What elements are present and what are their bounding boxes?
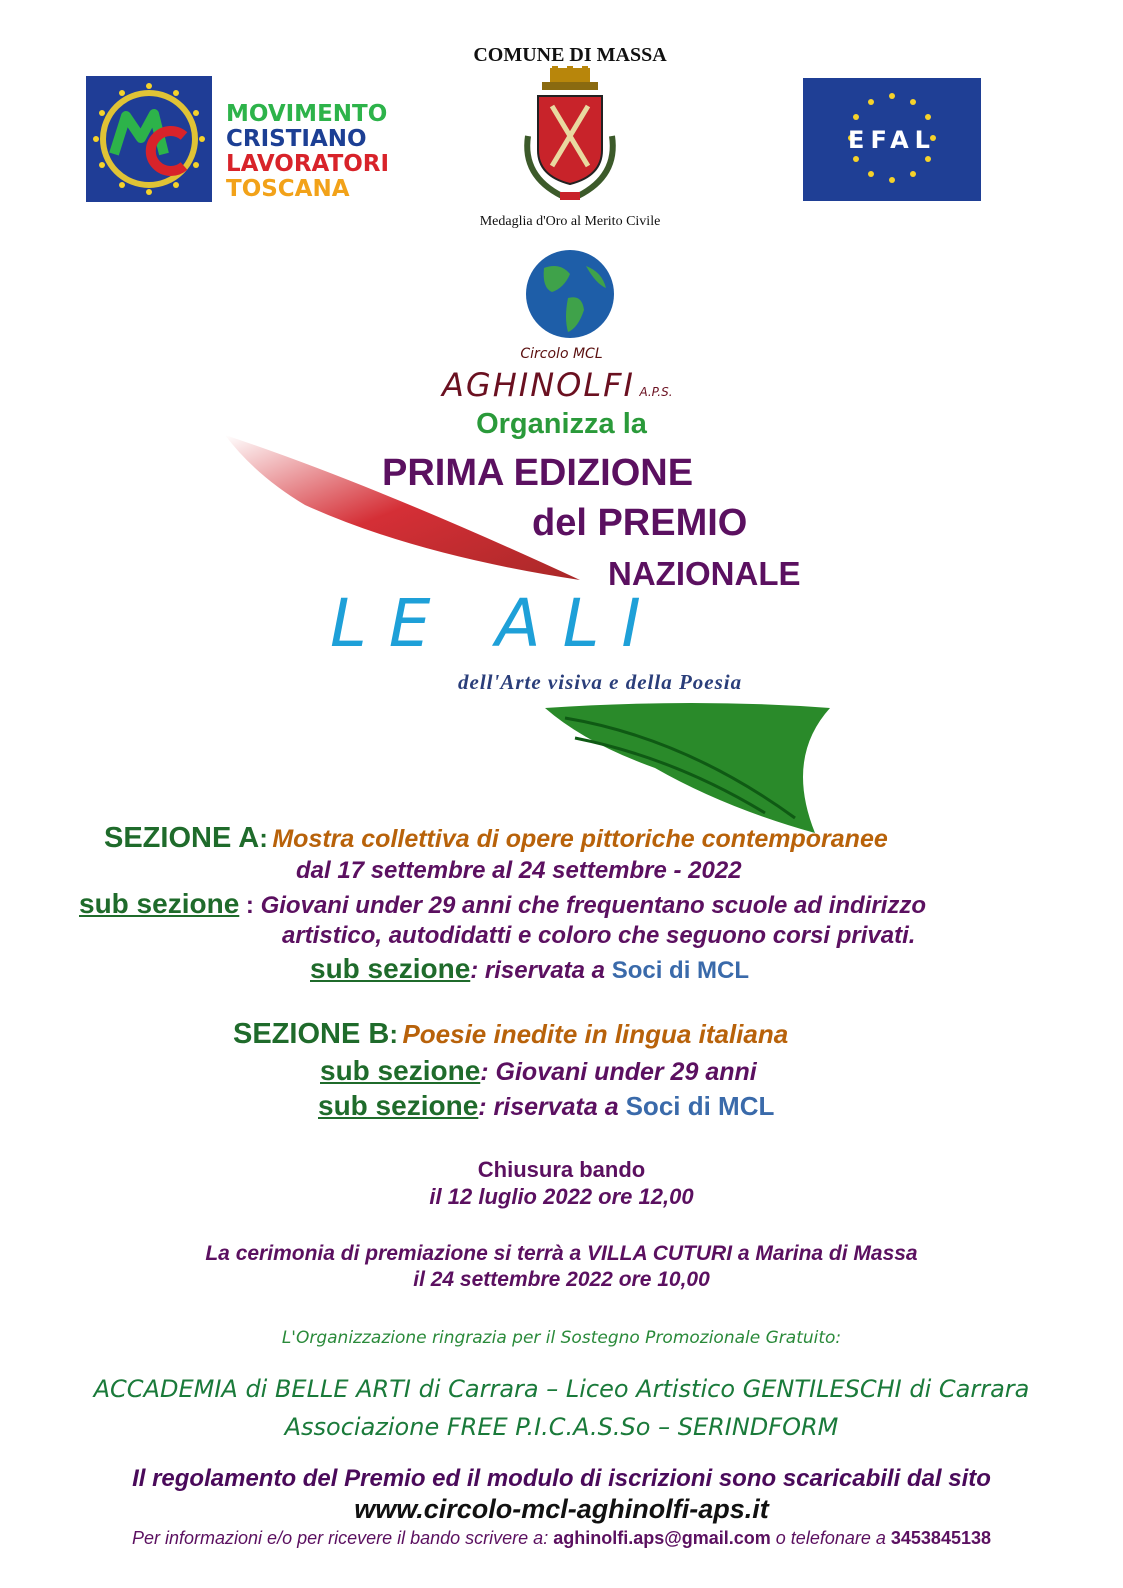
sezione-a-sub1-label: sub sezione	[79, 888, 240, 919]
sezione-a-sub1	[79, 888, 926, 920]
efal-logo	[803, 78, 981, 201]
comune-subtitle: Medaglia d'Oro al Merito Civile	[479, 214, 661, 229]
globe-icon	[524, 248, 616, 340]
sezione-a-dates: dal 17 settembre al 24 settembre - 2022	[296, 857, 742, 884]
sezione-b-heading	[233, 1018, 788, 1051]
circolo-name-wrap	[442, 366, 673, 404]
chiusura-date: il 12 luglio 2022 ore 12,00	[429, 1184, 694, 1209]
mcl-line2: CRISTIANO	[226, 126, 367, 152]
sezione-b-label: SEZIONE B	[233, 1018, 390, 1050]
mcl-emblem	[86, 76, 212, 202]
ringraziamenti-line1: ACCADEMIA di BELLE ARTI di Carrara – Liceo Artistico GENTILESCHI di Carrara	[93, 1375, 1030, 1403]
sezione-a-description: Mostra collettiva di opere pittoriche contemporanee	[272, 825, 888, 853]
sezione-b-sub2-label: sub sezione	[318, 1090, 479, 1121]
sezione-a-sub1-text-line1: Giovani under 29 anni che frequentano scuole ad indirizzo	[260, 892, 927, 919]
regolamento-text: Il regolamento del Premio ed il modulo di iscrizioni sono scaricabili dal sito	[132, 1465, 991, 1492]
sezione-a-sub2-text: : riservata a	[470, 957, 612, 984]
red-wing-decoration	[215, 425, 585, 585]
prize-subtitle: dell'Arte visiva e della Poesia	[458, 670, 743, 694]
title-line1: PRIMA EDIZIONE	[382, 452, 694, 494]
circolo-label: Circolo MCL	[520, 346, 603, 362]
sezione-b-description: Poesie inedite in lingua italiana	[402, 1019, 789, 1049]
sezione-b-sub1-label: sub sezione	[320, 1055, 481, 1086]
circolo-name: AGHINOLFI	[442, 366, 635, 404]
info-middle: o telefonare a	[770, 1528, 891, 1548]
sezione-a-sub1-sep: :	[239, 892, 261, 919]
title-line2: del PREMIO	[532, 502, 748, 544]
ringraziamenti-intro: L'Organizzazione ringrazia per il Sostegno Promozionale Gratuito:	[281, 1328, 842, 1348]
sezione-a-sub2-label: sub sezione	[310, 953, 471, 984]
info-email[interactable]: aghinolfi.aps@gmail.com	[553, 1528, 771, 1548]
comune-title: COMUNE DI MASSA	[473, 44, 667, 66]
chiusura-label: Chiusura bando	[477, 1157, 646, 1182]
green-wing-decoration	[535, 698, 835, 838]
info-line	[0, 1528, 1123, 1549]
sezione-b-sub2-highlight: Soci di MCL	[625, 1091, 775, 1121]
mcl-logo	[86, 76, 416, 204]
sezione-a-sub2	[310, 953, 749, 985]
sezione-a-colon: :	[259, 823, 268, 853]
sezione-a-sub1-text-line2: artistico, autodidatti e coloro che seguono corsi privati.	[282, 922, 916, 949]
sezione-b-sub1	[320, 1055, 757, 1087]
mcl-line3: LAVORATORI	[226, 151, 390, 177]
sezione-a-label: SEZIONE A	[104, 822, 260, 854]
mcl-stars-icon	[86, 76, 212, 202]
sezione-b-sub2	[318, 1090, 774, 1122]
sezione-b-sub2-text: : riservata a	[478, 1093, 626, 1121]
comune-crest	[510, 66, 630, 214]
info-phone[interactable]: 3453845138	[890, 1528, 991, 1548]
sezione-b-colon: :	[389, 1019, 398, 1049]
prize-name: LE ALI	[330, 585, 663, 662]
title-line3: NAZIONALE	[608, 555, 801, 592]
circolo-suffix: A.P.S.	[639, 385, 673, 399]
website-link[interactable]: www.circolo-mcl-aghinolfi-aps.it	[354, 1494, 769, 1524]
ringraziamenti-line2: Associazione FREE P.I.C.A.S.So – SERINDFORM	[284, 1413, 839, 1441]
sezione-a-heading	[104, 822, 888, 855]
organizza-text: Organizza la	[476, 408, 647, 440]
cerimonia-line2: il 24 settembre 2022 ore 10,00	[413, 1268, 710, 1291]
cerimonia-line1: La cerimonia di premiazione si terrà a VILLA CUTURI a Marina di Massa	[205, 1242, 918, 1265]
mcl-line4: TOSCANA	[226, 176, 350, 202]
efal-text: EFAL	[848, 126, 936, 154]
crest-icon	[510, 66, 630, 214]
mcl-line1: MOVIMENTO	[226, 101, 388, 127]
sezione-a-sub2-highlight: Soci di MCL	[611, 957, 750, 984]
info-prefix: Per informazioni e/o per ricevere il bando scrivere a:	[132, 1528, 554, 1548]
sezione-b-sub1-text: : Giovani under 29 anni	[480, 1058, 757, 1086]
